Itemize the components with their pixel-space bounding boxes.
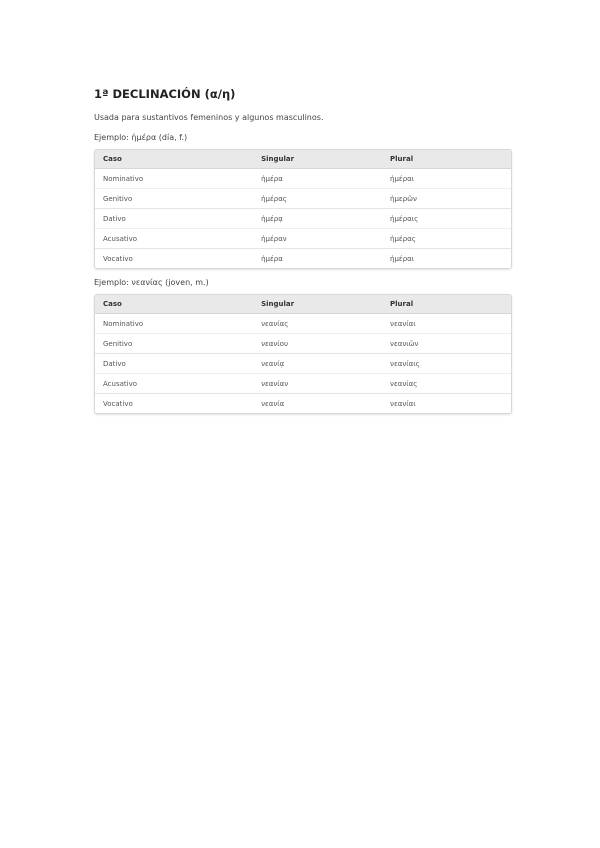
table-row: [95, 229, 511, 249]
table-row: [95, 209, 511, 229]
column-header-case: Caso: [95, 150, 253, 169]
singular-cell: ἡμέρα: [253, 169, 382, 189]
column-header-plural: Plural: [382, 295, 511, 314]
singular-cell: ἡμέρα: [253, 249, 382, 269]
plural-cell: νεανίαις: [382, 354, 511, 374]
declension-table-1: [94, 149, 512, 269]
table-row: [95, 169, 511, 189]
column-header-singular: Singular: [253, 295, 382, 314]
plural-cell: νεανιῶν: [382, 334, 511, 354]
table-row: [95, 249, 511, 269]
singular-cell: ἡμέρᾳ: [253, 209, 382, 229]
plural-cell: ἡμέραις: [382, 209, 511, 229]
case-cell: Nominativo: [95, 314, 253, 334]
table-row: [95, 334, 511, 354]
case-cell: Vocativo: [95, 249, 253, 269]
case-cell: Nominativo: [95, 169, 253, 189]
column-header-case: Caso: [95, 295, 253, 314]
plural-cell: νεανίαι: [382, 314, 511, 334]
case-cell: Acusativo: [95, 374, 253, 394]
case-cell: Vocativo: [95, 394, 253, 414]
singular-cell: νεανίᾳ: [253, 354, 382, 374]
plural-cell: νεανίαι: [382, 394, 511, 414]
table-header-row: [95, 150, 511, 169]
table-row: [95, 354, 511, 374]
singular-cell: ἡμέραν: [253, 229, 382, 249]
table-row: [95, 314, 511, 334]
case-cell: Dativo: [95, 209, 253, 229]
table-row: [95, 189, 511, 209]
case-cell: Genitivo: [95, 334, 253, 354]
table-row: [95, 374, 511, 394]
plural-cell: ἡμέραι: [382, 169, 511, 189]
declension-table-2: [94, 294, 512, 414]
case-cell: Acusativo: [95, 229, 253, 249]
singular-cell: νεανίαν: [253, 374, 382, 394]
singular-cell: ἡμέρας: [253, 189, 382, 209]
plural-cell: ἡμέραι: [382, 249, 511, 269]
table-row: [95, 394, 511, 414]
case-cell: Genitivo: [95, 189, 253, 209]
document-page: [94, 86, 512, 414]
example-label-1: Ejemplo: ἡμέρα (día, f.): [94, 133, 188, 142]
singular-cell: νεανίας: [253, 314, 382, 334]
singular-cell: νεανία: [253, 394, 382, 414]
column-header-singular: Singular: [253, 150, 382, 169]
section-title: 1ª DECLINACIÓN (α/η): [94, 87, 236, 101]
column-header-plural: Plural: [382, 150, 511, 169]
plural-cell: ἡμέρας: [382, 229, 511, 249]
singular-cell: νεανίου: [253, 334, 382, 354]
example-label-2: Ejemplo: νεανίας (joven, m.): [94, 278, 209, 287]
table-header-row: [95, 295, 511, 314]
section-description: Usada para sustantivos femeninos y algunos masculinos.: [94, 113, 324, 122]
case-cell: Dativo: [95, 354, 253, 374]
plural-cell: νεανίας: [382, 374, 511, 394]
plural-cell: ἡμερῶν: [382, 189, 511, 209]
